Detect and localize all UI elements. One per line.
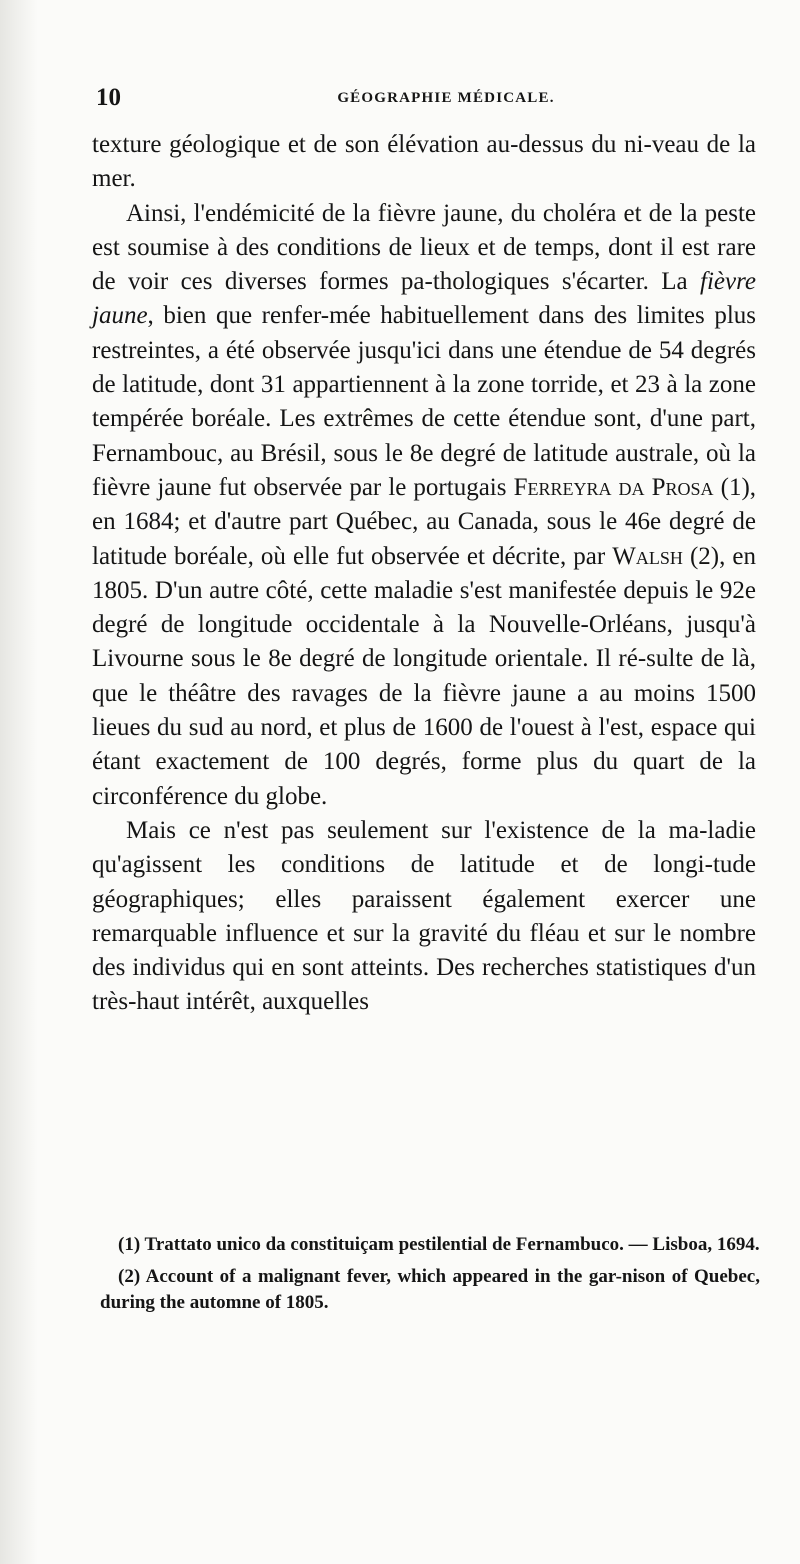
body-text — [92, 128, 756, 1020]
running-head: GÉOGRAPHIE MÉDICALE. — [337, 90, 555, 106]
paragraph-2 — [92, 197, 756, 814]
page-number: 10 — [96, 84, 121, 111]
paragraph-2-part-1: Ainsi, l'endémicité de la fièvre jaune, du choléra et de la peste est soumise à des conditions de lieux et de temps, dont il est rare de voir ces diverses formes pa-thologiques s'écarter. La — [92, 199, 756, 296]
footnotes — [100, 1232, 760, 1316]
author-ferreyra: Ferreyra da Prosa — [513, 473, 714, 501]
footnote-ref-2-text: (2), en 1805. D'un autre côté, cette maladie s'est manifestée depuis le 92e degré de longitude occidentale à la Nouvelle-Orléans, jusqu'à Livourne sous le 8e degré de longitude orientale. Il ré-sulte de là, que le théâtre des ravages de la fièvre jaune a au moins 1500 lieues du sud au nord, et plus de 1600 de l'ouest à l'est, espace qui étant exactement de 100 degrés, forme plus du quart de la circonférence du globe. — [92, 542, 756, 810]
footnote-ref-1-text: (1), en 1684; et d'autre part Québec, au Canada, sous le 46e degré de latitude boréale, où elle fut observée et décrite, par — [92, 473, 757, 570]
paragraph-1: texture géologique et de son élévation au-dessus du ni-veau de la mer. — [92, 131, 756, 193]
footnote-2: (2) Account of a malignant fever, which appeared in the gar-nison of Quebec, during the automne of 1805. — [100, 1266, 760, 1313]
footnote-1: (1) Trattato unico da constituiçam pestilential de Fernambuco. — Lisboa, 1694. — [118, 1234, 760, 1255]
author-walsh: Walsh — [612, 542, 683, 570]
yellow-fever-emphasis: fièvre jaune — [92, 268, 756, 330]
gutter-shadow — [0, 0, 38, 1564]
page-header — [96, 84, 756, 124]
paragraph-3: Mais ce n'est pas seulement sur l'existence de la ma-ladie qu'agissent les conditions de latitude et de longi-tude géographiques; elles paraissent également exercer une remarquable influence et sur la gravité du fléau et sur le nombre des individus qui en sont atteints. Des recherches statistiques d'un très-haut intérêt, auxquelles — [92, 816, 756, 1016]
paragraph-2-part-2: , bien que renfer-mée habituellement dans des limites plus restreintes, a été observée jusqu'ici dans une étendue de 54 degrés de latitude, dont 31 appartiennent à la zone torride, et 23 à la zone tempérée boréale. Les extrêmes de cette étendue sont, d'une part, Fernambouc, au Brésil, sous le 8e degré de latitude australe, où la fièvre jaune fut observée par le portugais — [92, 302, 756, 501]
